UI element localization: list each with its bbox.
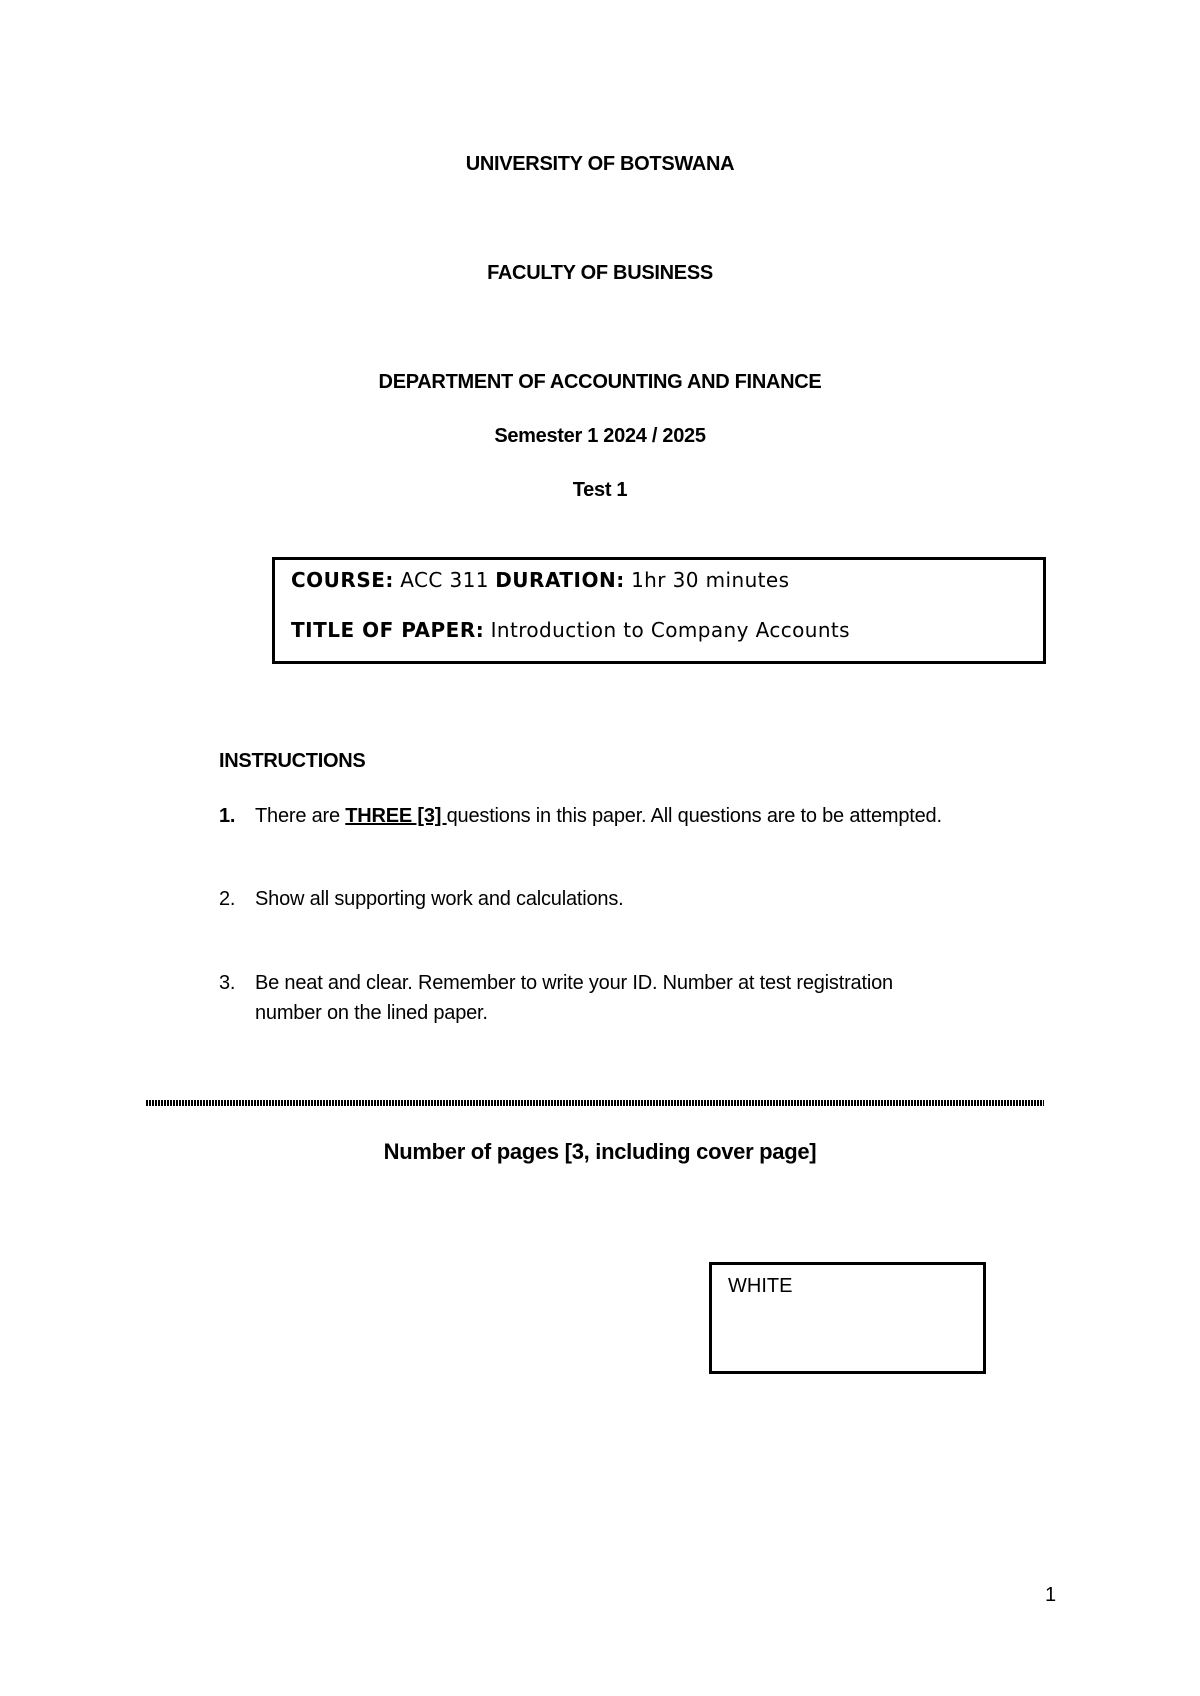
university-name: UNIVERSITY OF BOTSWANA (465, 153, 735, 175)
course-label: COURSE: (291, 568, 394, 592)
question-count-emphasis: THREE [3] (345, 805, 447, 827)
paper-title-value: Introduction to Company Accounts (490, 618, 850, 642)
course-code: ACC 311 (400, 568, 489, 592)
paper-title-label: TITLE OF PAPER: (291, 618, 485, 642)
department-name: DEPARTMENT OF ACCOUNTING AND FINANCE (378, 371, 822, 393)
duration-value: 1hr 30 minutes (631, 568, 790, 592)
page-count-note: Number of pages [3, including cover page] (383, 1139, 817, 1164)
instruction-text-line-2: number on the lined paper. (255, 1002, 488, 1024)
page-number: 1 (1045, 1584, 1057, 1606)
instruction-text: Show all supporting work and calculations. (255, 888, 624, 910)
instruction-number: 1. (219, 805, 236, 827)
course-duration-line (291, 568, 789, 592)
semester-label: Semester 1 2024 / 2025 (494, 425, 706, 447)
duration-label: DURATION: (495, 568, 625, 592)
paper-color-label: WHITE (728, 1275, 793, 1297)
instruction-number: 3. (219, 972, 236, 994)
test-label: Test 1 (572, 479, 628, 501)
paper-title-line (291, 618, 850, 642)
instruction-number: 2. (219, 888, 236, 910)
paper-color-box (709, 1262, 986, 1374)
course-info-box (272, 557, 1046, 664)
instruction-text: There are THREE [3] questions in this paper. All questions are to be attempted. (255, 805, 942, 827)
dotted-separator (146, 1100, 1044, 1106)
instructions-heading: INSTRUCTIONS (219, 750, 366, 772)
instruction-text-line-1: Be neat and clear. Remember to write your ID. Number at test registration (255, 972, 893, 994)
faculty-name: FACULTY OF BUSINESS (487, 262, 713, 284)
